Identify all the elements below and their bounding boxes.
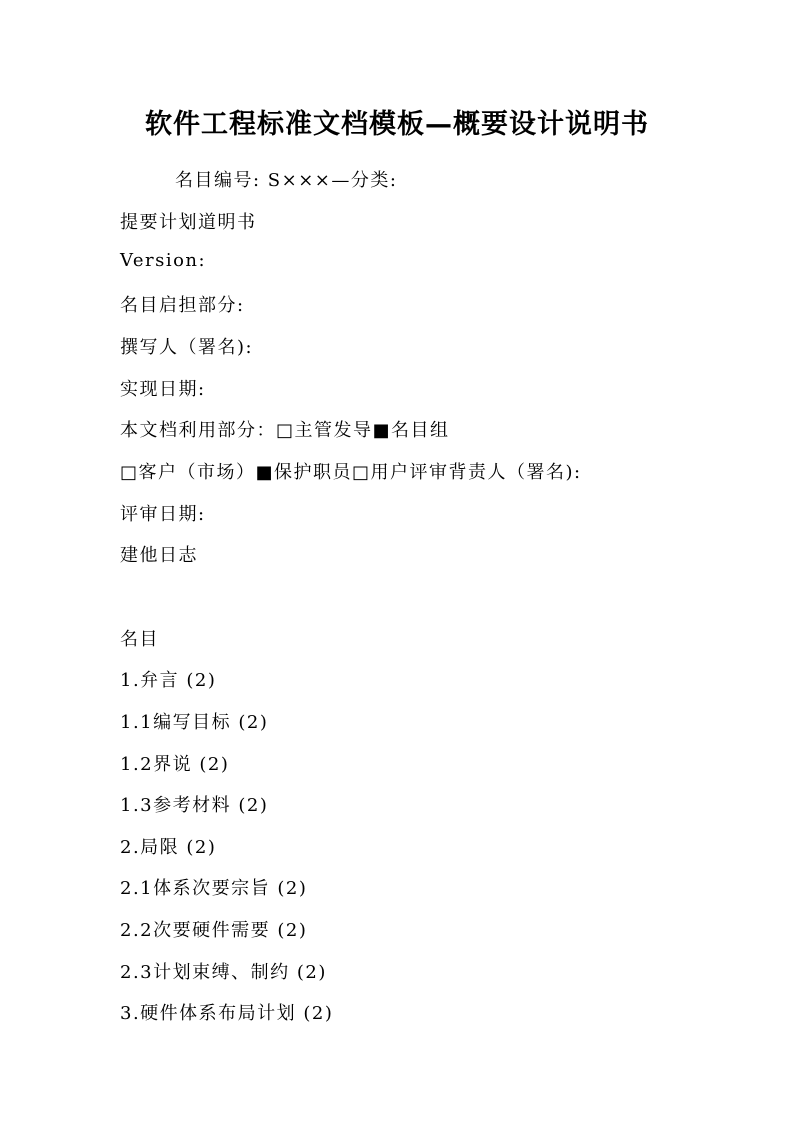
toc-item: 2.3计划束缚、制约 (2) bbox=[120, 962, 327, 983]
toc-item: 2.1体系次要宗旨 (2) bbox=[120, 878, 308, 899]
toc-item: 2.局限 (2) bbox=[120, 837, 217, 858]
toc-item: 2.2次要硬件需要 (2) bbox=[120, 920, 308, 941]
document-title: 软件工程标准文档模板—概要设计说明书 bbox=[145, 109, 649, 140]
author-field: 撰写人（署名): bbox=[120, 337, 254, 358]
toc-heading: 名目 bbox=[120, 629, 159, 650]
toc-item: 3.硬件体系布局计划 (2) bbox=[120, 1003, 334, 1024]
completion-date-field: 实现日期: bbox=[120, 379, 206, 400]
review-date-field: 评审日期: bbox=[120, 504, 206, 525]
project-number-field: 名目编号: S×××—分类: bbox=[175, 170, 398, 191]
usage-dept-field: 本文档利用部分：□主管发导■名目组 bbox=[120, 420, 450, 441]
usage-dept-field-continued: □客户（市场）■保护职员□用户评审背责人（署名): bbox=[120, 462, 582, 483]
version-field: Version: bbox=[120, 250, 207, 271]
change-log-heading: 建他日志 bbox=[120, 545, 198, 566]
responsible-dept-field: 名目启担部分: bbox=[120, 295, 245, 316]
toc-item: 1.弁言 (2) bbox=[120, 670, 217, 691]
toc-item: 1.1编写目标 (2) bbox=[120, 712, 269, 733]
toc-item: 1.3参考材料 (2) bbox=[120, 795, 269, 816]
toc-item: 1.2界说 (2) bbox=[120, 754, 230, 775]
doc-type-line: 提要计划道明书 bbox=[120, 212, 257, 233]
